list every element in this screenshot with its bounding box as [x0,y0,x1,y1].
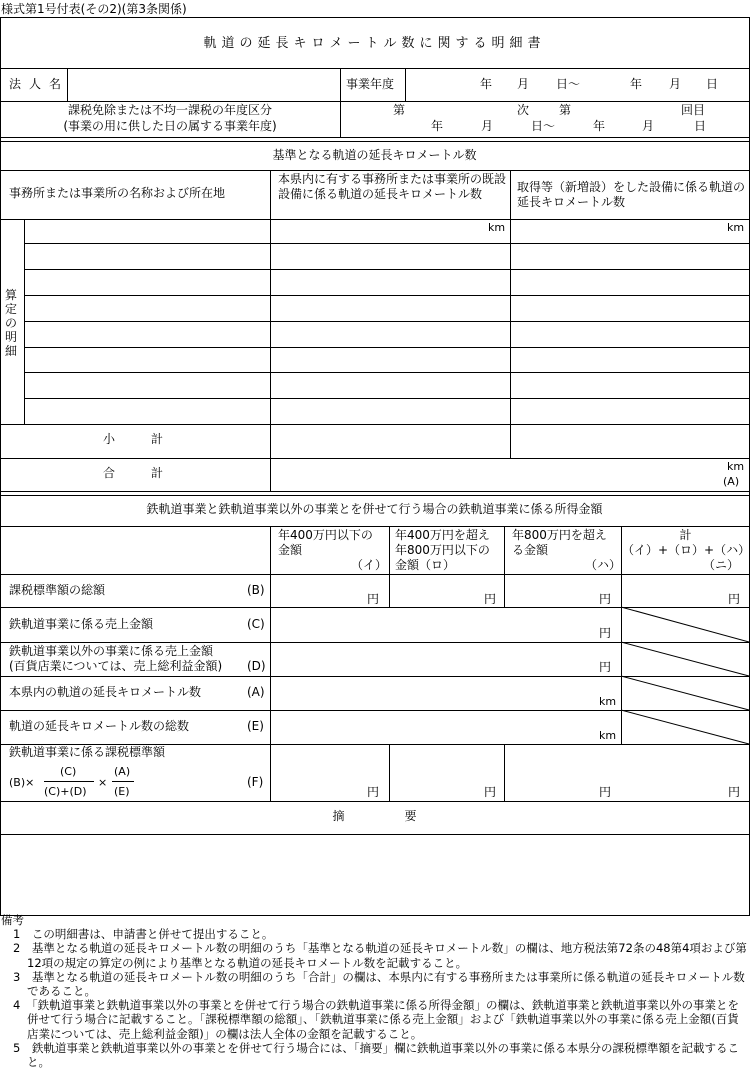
col-new-km: 取得等（新増設）をした設備に係る軌道の延長キロメートル数 [517,180,746,209]
fy-from-month: 月 [517,77,530,91]
formula-cd: (C)+(D) [44,785,87,798]
row-c-label: 鉄軌道事業に係る売上金額 [9,617,154,631]
note-item: 4 「鉄軌道事業と鉄軌道事業以外の事業とを併せて行う場合の鉄軌道事業に係る所得金額」の欄は、鉄軌道事業と鉄軌道事業以外の事業とを併せて行う場合に記載すること。「課税標準額の総額」、「鉄軌道事業に係る売上金額」および「鉄軌道事業以外の事業に係る売上金額(百貨店業については、売上総利益金額)」の欄は法人全体の金額を記載すること。 [13,998,740,1041]
row-b-mark: (B) [247,583,265,597]
rule [504,744,505,801]
rule [0,495,749,496]
yen-unit: 円 [599,626,612,640]
summary-label: 摘 要 [332,809,417,823]
rule [0,574,749,575]
yen-unit: 円 [599,785,612,799]
col-total-mark: （ニ） [703,558,740,572]
exempt-label: 課税免除または不均一課税の年度区分 [67,103,272,117]
rule [389,744,390,801]
rule [24,321,749,322]
yen-unit: 円 [367,592,380,606]
rule [24,295,749,296]
col-under-4m-mark: （イ） [351,558,388,572]
rule [0,491,749,492]
exempt-dai: 第 [393,103,406,117]
rule [0,219,749,220]
km-unit: km [488,221,506,234]
col-total: 計 [679,528,692,542]
col-over-8m: 年800万円を超える金額 [512,528,607,557]
yen-unit: 円 [367,785,380,799]
row-e-label: 軌道の延長キロメートル数の総数 [9,719,190,733]
exempt-ji: 次 [517,103,530,117]
yen-unit: 円 [728,785,741,799]
row-a-label: 本県内の軌道の延長キロメートル数 [9,685,202,699]
note-item: 5 鉄軌道事業と鉄軌道事業以外の事業とを併せて行う場合には、「摘要」欄に鉄軌道事業以外の事業に係る本県分の課税標準額を記載すること。 [13,1040,740,1070]
rule [0,526,749,527]
note-item: 3 基準となる軌道の延長キロメートル数の明細のうち「合計」の欄は、本県内に有する事務所または事業所に係る軌道の延長キロメートル数であること。 [13,969,745,999]
rule [24,347,749,348]
exempt-label-sub: (事業の用に供した日の属する事業年度) [63,119,277,133]
corp-name-field[interactable] [68,69,339,100]
fy-from-year: 年 [480,77,493,91]
col-4m-8m: 年400万円を超え年800万円以下の金額（ロ） [395,528,490,572]
fy-from-day: 日〜 [556,77,581,91]
rule [0,676,749,677]
formula-e: (E) [114,785,130,798]
corp-name-label: 法人名 [9,77,70,91]
row-f-mark: (F) [247,775,264,789]
col-total-sub: （イ）+（ロ）+（ハ） [622,543,750,557]
row-b-label: 課税標準額の総額 [9,583,106,597]
rule [0,141,749,142]
fy-to-month: 月 [669,77,682,91]
rule [0,101,749,102]
exempt-kaime: 回目 [681,103,706,117]
row-d-label-sub: (百貨店業については、売上総利益金額) [9,659,223,673]
rule [340,68,341,137]
row-a-mark: (A) [247,685,265,699]
row-d-mark: (D) [247,659,266,673]
section2-heading: 鉄軌道事業と鉄軌道事業以外の事業とを併せて行う場合の鉄軌道事業に係る所得金額 [146,502,603,516]
total-mark: (A) [723,475,740,488]
form-title: 軌道の延長キロメートル数に関する明細書 [203,36,546,51]
exempt-to-day: 日 [694,119,707,133]
rule [24,219,25,424]
exempt-from-year: 年 [431,119,444,133]
row-e-mark: (E) [247,719,264,733]
rule [0,642,749,643]
notes [1,913,749,1069]
subtotal-label: 小 計 [103,432,164,446]
side-label: 算定の明細 [5,288,18,358]
exempt-to-year: 年 [593,119,606,133]
formula-times: × [98,776,108,789]
section1-heading: 基準となる軌道の延長キロメートル数 [272,148,477,162]
rule [24,372,749,373]
row-c-mark: (C) [247,617,265,631]
note-item: 1 この明細書は、申請書と併せて提出すること。 [13,927,274,942]
form-number: 様式第1号付表(その2)(第3条関係) [1,2,187,16]
fraction-bar [112,781,134,782]
yen-unit: 円 [484,592,497,606]
yen-unit: 円 [599,660,612,674]
col-office-name: 事務所または事業所の名称および所在地 [9,186,226,200]
col-over-8m-mark: （ハ） [585,558,622,572]
rule [0,607,749,608]
exempt-from-day: 日〜 [531,119,556,133]
rule [504,526,505,607]
rule [270,170,271,491]
total-label: 合 計 [103,466,164,480]
col-under-4m: 年400万円以下の金額 [278,528,373,557]
rule [270,744,271,801]
fy-to-day: 日 [706,77,719,91]
rule [389,526,390,607]
notes-heading: 備考 [1,913,24,927]
rule [0,458,749,459]
summary-field[interactable] [1,835,748,913]
rule [0,801,749,802]
exempt-dai2: 第 [559,103,572,117]
exempt-to-month: 月 [642,119,655,133]
km-unit: km [727,221,745,234]
km-unit: km [599,729,617,742]
rule [270,526,271,607]
rule [24,243,749,244]
yen-unit: 円 [728,592,741,606]
rule [0,170,749,171]
yen-unit: 円 [599,592,612,606]
exempt-from-month: 月 [481,119,494,133]
col-existing-km: 本県内に有する事務所または事業所の既設設備に係る軌道の延長キロメートル数 [278,172,507,201]
row-f-label: 鉄軌道事業に係る課税標準額 [9,745,166,759]
rule [24,398,749,399]
rule [405,68,406,101]
rule [0,710,749,711]
formula-a: (A) [114,765,131,778]
km-unit: km [727,460,745,473]
rule [24,269,749,270]
rule [510,170,511,458]
fraction-bar [44,781,94,782]
rule [270,607,271,744]
formula-c: (C) [60,765,77,778]
formula-b: (B)× [9,776,35,789]
rule [0,137,749,138]
fy-to-year: 年 [630,77,643,91]
km-unit: km [599,695,617,708]
rule [0,424,749,425]
yen-unit: 円 [484,785,497,799]
fiscal-year-label: 事業年度 [346,77,395,91]
rule [621,526,622,744]
note-item: 2 基準となる軌道の延長キロメートル数の明細のうち「基準となる軌道の延長キロメートル数」の欄は、地方税法第72条の48第4項および第12項の規定の算定の例により基準となる軌道の延長キロメートル数を記載すること。 [13,941,747,970]
row-d-label: 鉄軌道事業以外の事業に係る売上金額 [9,644,214,658]
